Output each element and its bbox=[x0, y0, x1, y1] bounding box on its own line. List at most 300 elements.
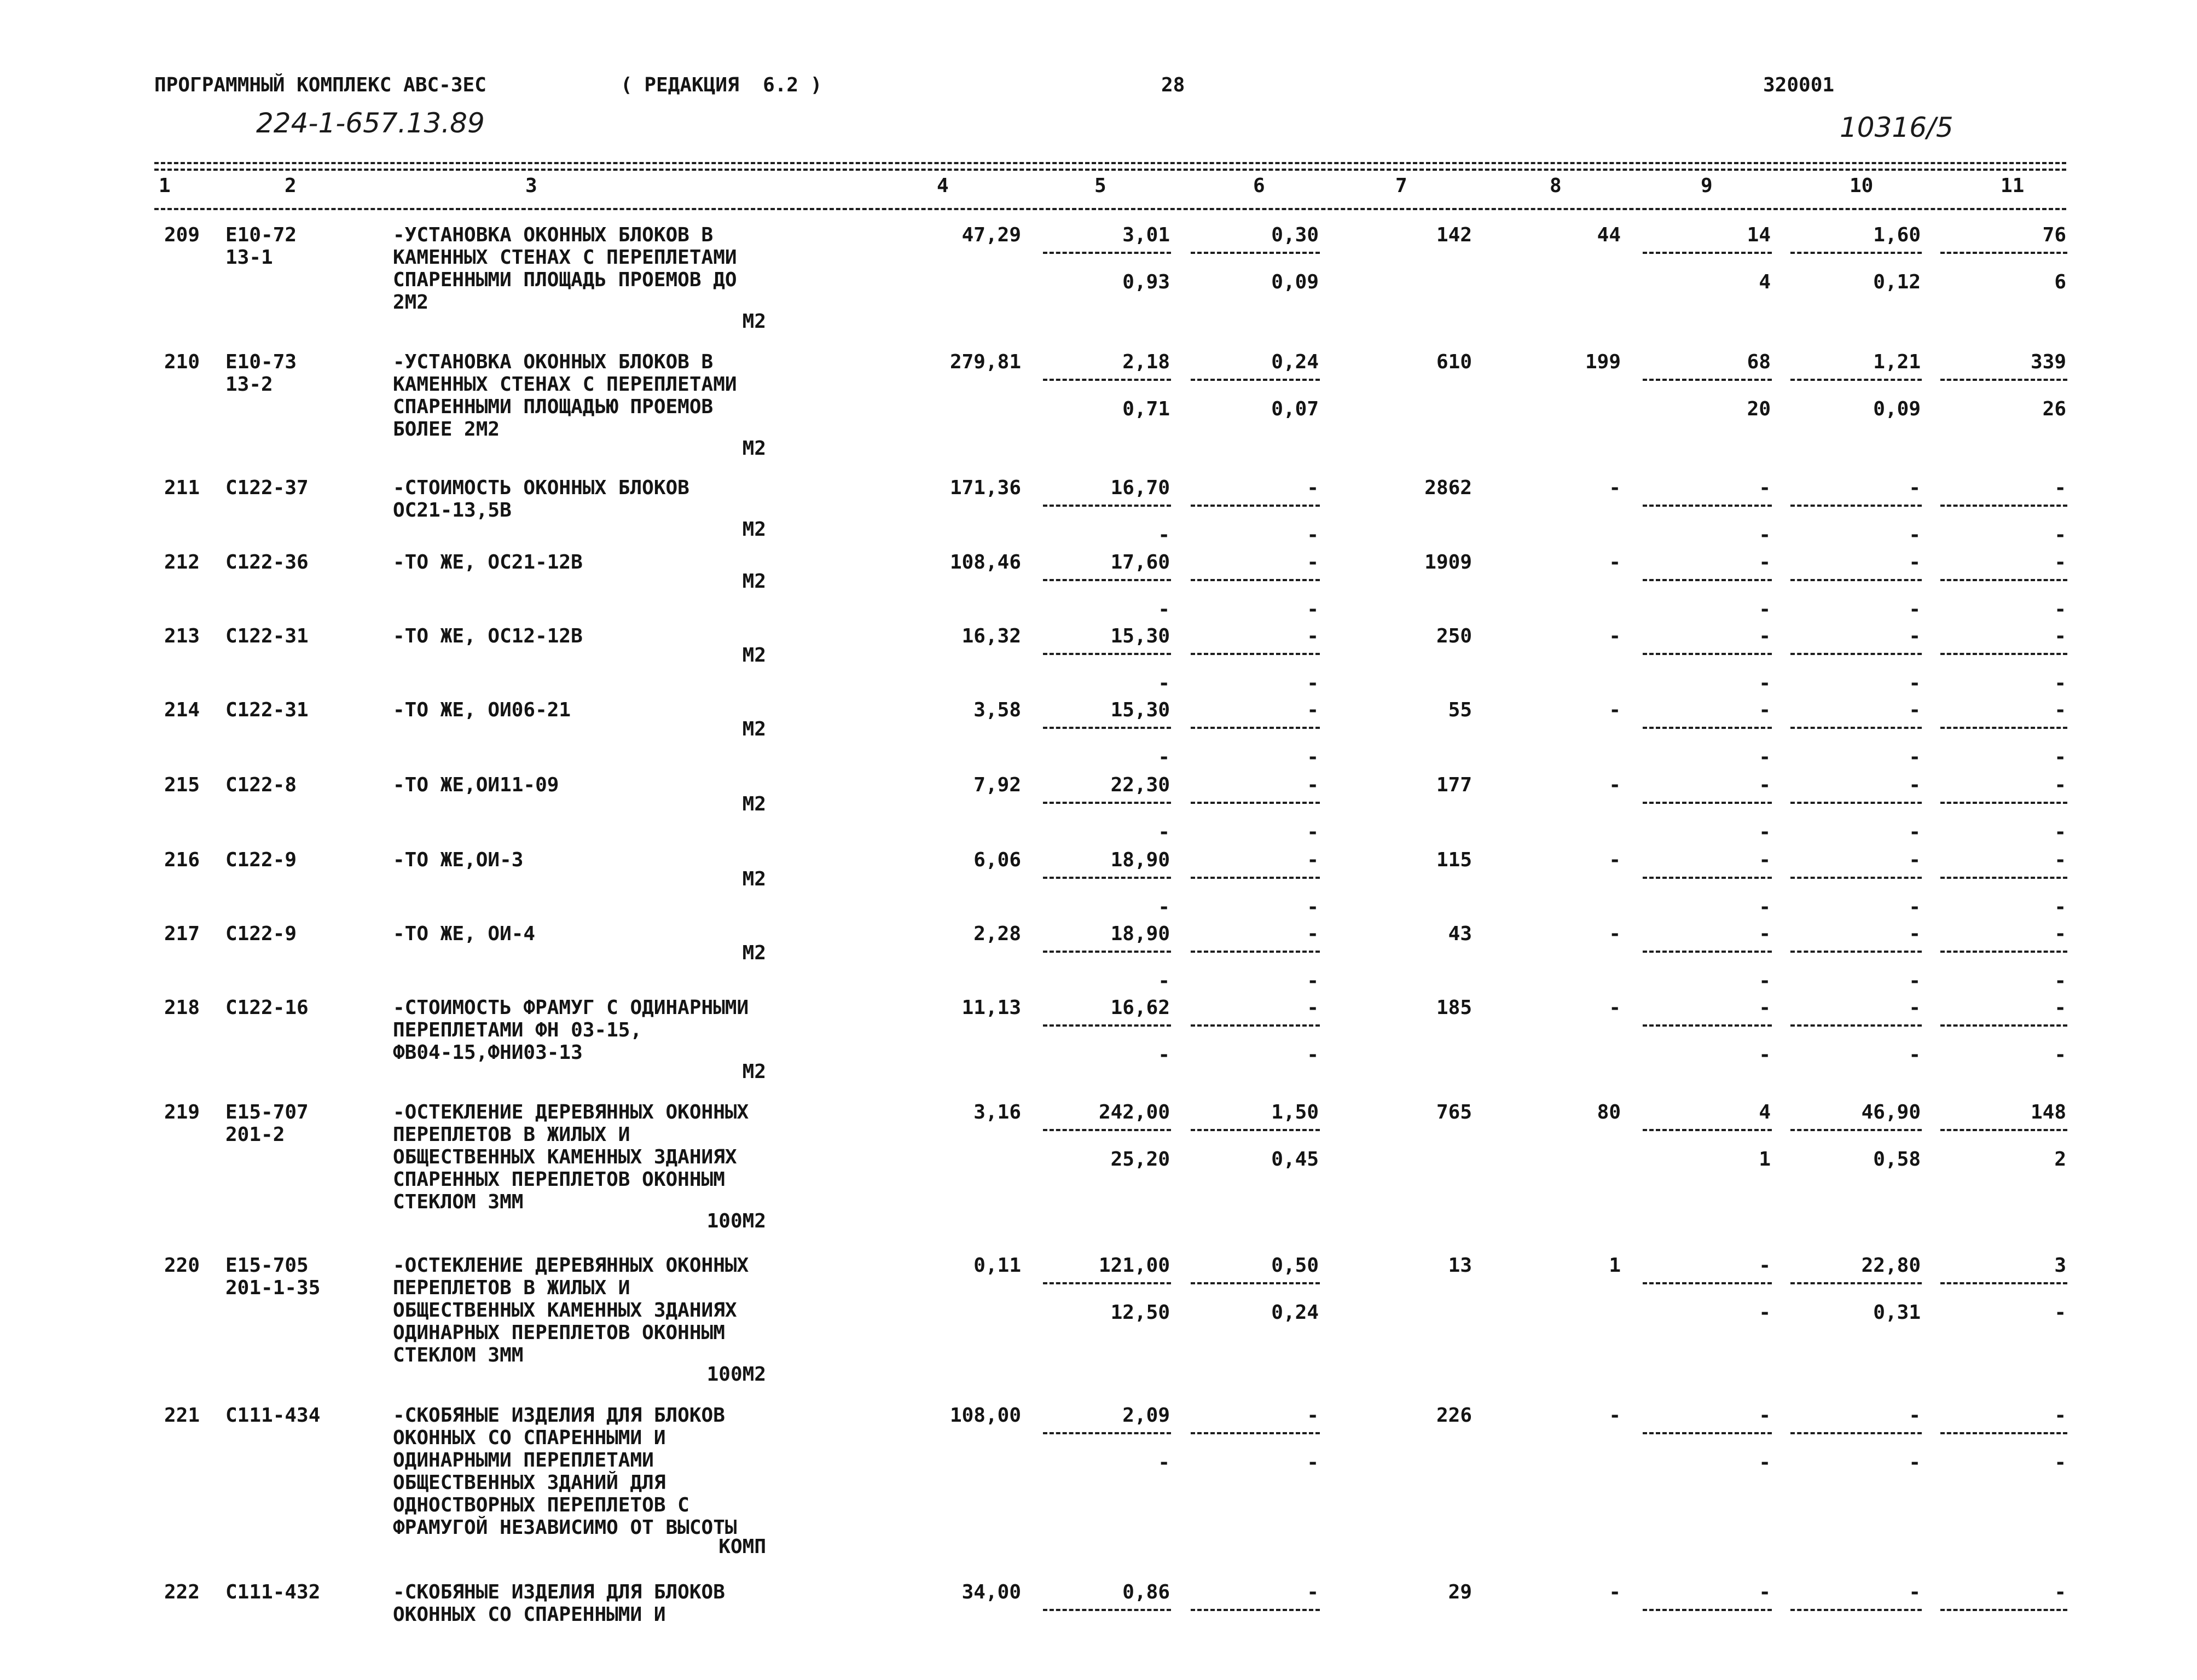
value-c10: - bbox=[1909, 923, 1921, 945]
value-c5: 16,70 bbox=[1110, 477, 1170, 499]
value-separator bbox=[1191, 379, 1320, 381]
value-separator bbox=[1043, 653, 1171, 655]
value-separator bbox=[1940, 727, 2067, 729]
work-code: Е10-73 bbox=[225, 351, 297, 373]
value-c8: - bbox=[1609, 1404, 1621, 1427]
value-c10-second: - bbox=[1909, 1451, 1921, 1474]
value-separator bbox=[1790, 579, 1922, 581]
value-c4: 7,92 bbox=[973, 774, 1021, 796]
value-separator bbox=[1643, 951, 1772, 953]
unit-label: М2 bbox=[742, 868, 766, 890]
value-c10-second: 0,09 bbox=[1873, 398, 1921, 420]
value-c5: 16,62 bbox=[1110, 997, 1170, 1019]
column-header-4: 4 bbox=[937, 175, 949, 197]
value-c8: - bbox=[1609, 551, 1621, 573]
value-c9-second: - bbox=[1759, 598, 1771, 621]
column-header-8: 8 bbox=[1550, 175, 1562, 197]
value-separator bbox=[1643, 1609, 1772, 1611]
value-c11-second: 6 bbox=[2054, 271, 2066, 293]
value-separator bbox=[1940, 252, 2067, 254]
value-c6-second: - bbox=[1307, 1451, 1319, 1474]
value-c5: 121,00 bbox=[1098, 1254, 1170, 1277]
unit-label: М2 bbox=[742, 518, 766, 541]
value-c10-second: - bbox=[1909, 524, 1921, 546]
value-c9-second: - bbox=[1759, 524, 1771, 546]
work-code: Е10-72 bbox=[225, 224, 297, 246]
value-c10: - bbox=[1909, 551, 1921, 573]
value-c10: 22,80 bbox=[1861, 1254, 1921, 1277]
unit-label: М2 bbox=[742, 793, 766, 815]
value-c11: 76 bbox=[2042, 224, 2066, 246]
column-header-2: 2 bbox=[285, 175, 297, 197]
value-c10: 1,60 bbox=[1873, 224, 1921, 246]
handwritten-sheet-number: 10316/5 bbox=[1840, 112, 1953, 143]
row-number: 214 bbox=[164, 699, 200, 721]
value-c6-second: 0,24 bbox=[1271, 1301, 1319, 1324]
work-description: ПЕРЕПЛЕТОВ В ЖИЛЫХ И bbox=[393, 1123, 630, 1146]
value-c6-second: 0,45 bbox=[1271, 1148, 1319, 1171]
value-c11: - bbox=[2054, 551, 2066, 573]
value-c8: 1 bbox=[1609, 1254, 1621, 1277]
value-c5-second: - bbox=[1158, 746, 1170, 768]
value-separator bbox=[1191, 802, 1320, 804]
value-c6: 1,50 bbox=[1271, 1101, 1319, 1123]
value-c4: 16,32 bbox=[961, 625, 1021, 647]
value-c5: 22,30 bbox=[1110, 774, 1170, 796]
value-c6: - bbox=[1307, 774, 1319, 796]
value-c11-second: - bbox=[2054, 598, 2066, 621]
value-separator bbox=[1940, 1024, 2067, 1027]
value-c5-second: 0,71 bbox=[1122, 398, 1170, 420]
work-code: С122-9 bbox=[225, 923, 297, 945]
work-description: -ТО ЖЕ, ОИ-4 bbox=[393, 923, 536, 945]
value-c10: - bbox=[1909, 1581, 1921, 1603]
value-c9-second: - bbox=[1759, 970, 1771, 992]
value-c5: 2,18 bbox=[1122, 351, 1170, 373]
value-c7: 2862 bbox=[1424, 477, 1472, 499]
value-c4: 171,36 bbox=[949, 477, 1021, 499]
value-c5: 0,86 bbox=[1122, 1581, 1170, 1603]
value-separator bbox=[1790, 727, 1922, 729]
value-separator bbox=[1643, 579, 1772, 581]
value-c8: 44 bbox=[1597, 224, 1621, 246]
value-c11-second: - bbox=[2054, 524, 2066, 546]
value-separator bbox=[1643, 877, 1772, 879]
value-c8: - bbox=[1609, 625, 1621, 647]
row-number: 218 bbox=[164, 997, 200, 1019]
work-code: С122-9 bbox=[225, 849, 297, 871]
value-c10-second: - bbox=[1909, 598, 1921, 621]
value-c5-second: - bbox=[1158, 970, 1170, 992]
work-code: С122-37 bbox=[225, 477, 309, 499]
edition-label: ( РЕДАКЦИЯ 6.2 ) bbox=[621, 74, 822, 96]
value-c8: 80 bbox=[1597, 1101, 1621, 1123]
work-description: -ТО ЖЕ, ОИ06-21 bbox=[393, 699, 571, 721]
work-description: ПЕРЕПЛЕТАМИ ФН 03-15, bbox=[393, 1019, 642, 1041]
value-separator bbox=[1191, 579, 1320, 581]
value-c7: 250 bbox=[1436, 625, 1472, 647]
value-c10: - bbox=[1909, 997, 1921, 1019]
row-number: 213 bbox=[164, 625, 200, 647]
value-c9-second: - bbox=[1759, 672, 1771, 694]
value-c11: - bbox=[2054, 997, 2066, 1019]
value-c4: 47,29 bbox=[961, 224, 1021, 246]
row-number: 216 bbox=[164, 849, 200, 871]
value-c9: - bbox=[1759, 551, 1771, 573]
work-description: -ОСТЕКЛЕНИЕ ДЕРЕВЯННЫХ ОКОННЫХ bbox=[393, 1254, 749, 1277]
work-description: 2М2 bbox=[393, 291, 429, 314]
value-separator bbox=[1043, 1024, 1171, 1027]
value-separator bbox=[1043, 802, 1171, 804]
value-c6-second: - bbox=[1307, 746, 1319, 768]
value-separator bbox=[1643, 1129, 1772, 1131]
value-c6: - bbox=[1307, 923, 1319, 945]
value-c6-second: - bbox=[1307, 896, 1319, 918]
value-separator bbox=[1790, 1432, 1922, 1434]
value-separator bbox=[1940, 1432, 2067, 1434]
column-header-6: 6 bbox=[1253, 175, 1265, 197]
value-c9-second: - bbox=[1759, 1301, 1771, 1324]
unit-label: М2 bbox=[742, 644, 766, 667]
unit-label: М2 bbox=[742, 1061, 766, 1083]
value-c10-second: - bbox=[1909, 821, 1921, 843]
value-separator bbox=[1940, 505, 2067, 507]
unit-label: КОМП bbox=[718, 1536, 766, 1558]
work-description: -СТОИМОСТЬ ФРАМУГ С ОДИНАРНЫМИ bbox=[393, 997, 749, 1019]
work-description: ОБЩЕСТВЕННЫХ ЗДАНИЙ ДЛЯ bbox=[393, 1472, 666, 1494]
value-separator bbox=[1191, 1282, 1320, 1284]
value-c8: - bbox=[1609, 997, 1621, 1019]
value-separator bbox=[1940, 653, 2067, 655]
value-c7: 226 bbox=[1436, 1404, 1472, 1427]
value-separator bbox=[1940, 951, 2067, 953]
value-separator bbox=[1043, 379, 1171, 381]
value-separator bbox=[1191, 951, 1320, 953]
value-c8: - bbox=[1609, 1581, 1621, 1603]
work-description: СТЕКЛОМ 3ММ bbox=[393, 1191, 524, 1213]
value-separator bbox=[1043, 951, 1171, 953]
value-separator bbox=[1643, 1432, 1772, 1434]
value-c10-second: - bbox=[1909, 970, 1921, 992]
work-description: -ТО ЖЕ, ОС12-12В bbox=[393, 625, 583, 647]
value-c5: 18,90 bbox=[1110, 849, 1170, 871]
value-c11: - bbox=[2054, 923, 2066, 945]
value-c4: 3,16 bbox=[973, 1101, 1021, 1123]
work-code: 13-1 bbox=[225, 246, 273, 269]
value-c6-second: 0,09 bbox=[1271, 271, 1319, 293]
value-separator bbox=[1191, 1432, 1320, 1434]
value-c5: 3,01 bbox=[1122, 224, 1170, 246]
value-c5-second: - bbox=[1158, 524, 1170, 546]
value-separator bbox=[1043, 1432, 1171, 1434]
row-number: 217 bbox=[164, 923, 200, 945]
value-c5: 18,90 bbox=[1110, 923, 1170, 945]
value-c10: 1,21 bbox=[1873, 351, 1921, 373]
value-c11-second: - bbox=[2054, 1044, 2066, 1066]
value-c5: 15,30 bbox=[1110, 625, 1170, 647]
value-separator bbox=[1191, 1609, 1320, 1611]
work-description: КАМЕННЫХ СТЕНАХ С ПЕРЕПЛЕТАМИ bbox=[393, 246, 737, 269]
value-c6-second: - bbox=[1307, 970, 1319, 992]
value-c6: 0,24 bbox=[1271, 351, 1319, 373]
column-header-10: 10 bbox=[1850, 175, 1874, 197]
value-separator bbox=[1643, 727, 1772, 729]
work-description: -ТО ЖЕ, ОС21-12В bbox=[393, 551, 583, 573]
row-number: 209 bbox=[164, 224, 200, 246]
value-c9: - bbox=[1759, 1254, 1771, 1277]
value-c6: - bbox=[1307, 625, 1319, 647]
value-c10: - bbox=[1909, 477, 1921, 499]
value-separator bbox=[1790, 1609, 1922, 1611]
value-c6: 0,30 bbox=[1271, 224, 1319, 246]
value-c9-second: - bbox=[1759, 1044, 1771, 1066]
value-c9: - bbox=[1759, 477, 1771, 499]
value-c5-second: 0,93 bbox=[1122, 271, 1170, 293]
value-c11-second: - bbox=[2054, 896, 2066, 918]
work-description: СПАРЕННЫХ ПЕРЕПЛЕТОВ ОКОННЫМ bbox=[393, 1168, 725, 1191]
value-c6-second: - bbox=[1307, 1044, 1319, 1066]
value-c6: - bbox=[1307, 551, 1319, 573]
column-header-1: 1 bbox=[159, 175, 171, 197]
work-description: БОЛЕЕ 2М2 bbox=[393, 418, 500, 441]
column-header-3: 3 bbox=[525, 175, 537, 197]
value-c9: - bbox=[1759, 774, 1771, 796]
work-code: С122-36 bbox=[225, 551, 309, 573]
value-c6-second: - bbox=[1307, 524, 1319, 546]
value-c8: - bbox=[1609, 699, 1621, 721]
handwritten-project-number: 224-1-657.13.89 bbox=[256, 107, 485, 139]
value-c11: 339 bbox=[2030, 351, 2066, 373]
work-description: ПЕРЕПЛЕТОВ В ЖИЛЫХ И bbox=[393, 1277, 630, 1299]
value-c9-second: - bbox=[1759, 1451, 1771, 1474]
value-c11-second: - bbox=[2054, 746, 2066, 768]
value-c9-second: 1 bbox=[1759, 1148, 1771, 1171]
work-description: КАМЕННЫХ СТЕНАХ С ПЕРЕПЛЕТАМИ bbox=[393, 373, 737, 396]
value-c9-second: - bbox=[1759, 896, 1771, 918]
value-separator bbox=[1643, 1024, 1772, 1027]
value-separator bbox=[1191, 1024, 1320, 1027]
value-separator bbox=[1191, 252, 1320, 254]
value-c4: 6,06 bbox=[973, 849, 1021, 871]
value-c5-second: 25,20 bbox=[1110, 1148, 1170, 1171]
value-separator bbox=[1790, 505, 1922, 507]
value-c6-second: - bbox=[1307, 672, 1319, 694]
value-c11-second: - bbox=[2054, 970, 2066, 992]
value-c5: 2,09 bbox=[1122, 1404, 1170, 1427]
value-c11-second: - bbox=[2054, 672, 2066, 694]
work-description: -СКОБЯНЫЕ ИЗДЕЛИЯ ДЛЯ БЛОКОВ bbox=[393, 1581, 725, 1603]
value-separator bbox=[1191, 877, 1320, 879]
value-c9-second: - bbox=[1759, 746, 1771, 768]
work-description: ОДИНАРНЫХ ПЕРЕПЛЕТОВ ОКОННЫМ bbox=[393, 1322, 725, 1344]
value-c10: - bbox=[1909, 849, 1921, 871]
document-code: 320001 bbox=[1763, 74, 1835, 96]
value-c9: 68 bbox=[1747, 351, 1771, 373]
work-description: -ТО ЖЕ,ОИ11-09 bbox=[393, 774, 559, 796]
value-c9: 14 bbox=[1747, 224, 1771, 246]
value-separator bbox=[1790, 379, 1922, 381]
unit-label: 100М2 bbox=[706, 1363, 766, 1386]
value-c11: - bbox=[2054, 625, 2066, 647]
value-c11: - bbox=[2054, 1404, 2066, 1427]
value-c11: - bbox=[2054, 1581, 2066, 1603]
value-separator bbox=[1643, 802, 1772, 804]
value-separator bbox=[1043, 1129, 1171, 1131]
unit-label: 100М2 bbox=[706, 1210, 766, 1232]
value-c4: 34,00 bbox=[961, 1581, 1021, 1603]
value-c8: 199 bbox=[1585, 351, 1621, 373]
work-description: ОКОННЫХ СО СПАРЕННЫМИ И bbox=[393, 1603, 666, 1626]
value-c5: 17,60 bbox=[1110, 551, 1170, 573]
value-separator bbox=[1790, 653, 1922, 655]
value-separator bbox=[1043, 252, 1171, 254]
value-separator bbox=[1643, 1282, 1772, 1284]
work-code: С111-432 bbox=[225, 1581, 321, 1603]
value-c6: 0,50 bbox=[1271, 1254, 1319, 1277]
row-number: 210 bbox=[164, 351, 200, 373]
value-separator bbox=[1043, 505, 1171, 507]
row-number: 221 bbox=[164, 1404, 200, 1427]
value-c7: 115 bbox=[1436, 849, 1472, 871]
value-c7: 43 bbox=[1448, 923, 1472, 945]
value-c10-second: - bbox=[1909, 1044, 1921, 1066]
work-description: ОБЩЕСТВЕННЫХ КАМЕННЫХ ЗДАНИЯХ bbox=[393, 1299, 737, 1322]
value-c11: 148 bbox=[2030, 1101, 2066, 1123]
value-c11: - bbox=[2054, 477, 2066, 499]
value-separator bbox=[1940, 1282, 2067, 1284]
value-separator bbox=[1790, 252, 1922, 254]
value-c4: 3,58 bbox=[973, 699, 1021, 721]
value-c11-second: - bbox=[2054, 1301, 2066, 1324]
value-c11-second: 26 bbox=[2042, 398, 2066, 420]
value-c8: - bbox=[1609, 849, 1621, 871]
value-separator bbox=[1043, 579, 1171, 581]
work-code: С122-31 bbox=[225, 625, 309, 647]
unit-label: М2 bbox=[742, 570, 766, 593]
value-c5-second: - bbox=[1158, 1451, 1170, 1474]
work-description: ОДИНАРНЫМИ ПЕРЕПЛЕТАМИ bbox=[393, 1449, 654, 1472]
value-c5-second: - bbox=[1158, 896, 1170, 918]
value-c10: - bbox=[1909, 699, 1921, 721]
value-c8: - bbox=[1609, 477, 1621, 499]
value-c5: 15,30 bbox=[1110, 699, 1170, 721]
value-c6-second: - bbox=[1307, 821, 1319, 843]
value-separator bbox=[1191, 653, 1320, 655]
value-c11-second: 2 bbox=[2054, 1148, 2066, 1171]
value-separator bbox=[1790, 1129, 1922, 1131]
unit-label: М2 bbox=[742, 310, 766, 333]
value-c7: 610 bbox=[1436, 351, 1472, 373]
value-separator bbox=[1940, 1609, 2067, 1611]
value-c10: - bbox=[1909, 625, 1921, 647]
work-description: -ОСТЕКЛЕНИЕ ДЕРЕВЯННЫХ ОКОННЫХ bbox=[393, 1101, 749, 1123]
work-description: СПАРЕННЫМИ ПЛОЩАДЬ ПРОЕМОВ ДО bbox=[393, 269, 737, 291]
value-c10-second: - bbox=[1909, 746, 1921, 768]
value-c6: - bbox=[1307, 1581, 1319, 1603]
value-c10-second: - bbox=[1909, 896, 1921, 918]
value-separator bbox=[1940, 379, 2067, 381]
row-number: 211 bbox=[164, 477, 200, 499]
value-c10: 46,90 bbox=[1861, 1101, 1921, 1123]
value-separator bbox=[1940, 877, 2067, 879]
value-separator bbox=[1191, 505, 1320, 507]
unit-label: М2 bbox=[742, 437, 766, 460]
value-separator bbox=[1643, 379, 1772, 381]
value-separator bbox=[1643, 505, 1772, 507]
value-c11-second: - bbox=[2054, 1451, 2066, 1474]
work-description: -СТОИМОСТЬ ОКОННЫХ БЛОКОВ bbox=[393, 477, 689, 499]
value-c11: 3 bbox=[2054, 1254, 2066, 1277]
value-c6-second: 0,07 bbox=[1271, 398, 1319, 420]
value-separator bbox=[1643, 653, 1772, 655]
work-code: С122-8 bbox=[225, 774, 297, 796]
value-c7: 142 bbox=[1436, 224, 1472, 246]
value-c7: 55 bbox=[1448, 699, 1472, 721]
value-c4: 2,28 bbox=[973, 923, 1021, 945]
value-c5-second: - bbox=[1158, 598, 1170, 621]
value-c11: - bbox=[2054, 849, 2066, 871]
value-separator bbox=[1940, 1129, 2067, 1131]
value-c11-second: - bbox=[2054, 821, 2066, 843]
unit-label: М2 bbox=[742, 942, 766, 964]
value-c5-second: - bbox=[1158, 821, 1170, 843]
value-c4: 0,11 bbox=[973, 1254, 1021, 1277]
value-c8: - bbox=[1609, 774, 1621, 796]
value-c6: - bbox=[1307, 477, 1319, 499]
row-number: 215 bbox=[164, 774, 200, 796]
work-description: ОДНОСТВОРНЫХ ПЕРЕПЛЕТОВ С bbox=[393, 1494, 689, 1516]
value-separator bbox=[1043, 727, 1171, 729]
value-c9-second: - bbox=[1759, 821, 1771, 843]
page-number: 28 bbox=[1161, 74, 1185, 96]
value-separator bbox=[1790, 951, 1922, 953]
value-c7: 185 bbox=[1436, 997, 1472, 1019]
value-c7: 29 bbox=[1448, 1581, 1472, 1603]
value-c6-second: - bbox=[1307, 598, 1319, 621]
value-c5-second: - bbox=[1158, 672, 1170, 694]
value-c9-second: 4 bbox=[1759, 271, 1771, 293]
value-c9: - bbox=[1759, 997, 1771, 1019]
column-header-7: 7 bbox=[1395, 175, 1407, 197]
value-c10: - bbox=[1909, 1404, 1921, 1427]
work-description: ФРАМУГОЙ НЕЗАВИСИМО ОТ ВЫСОТЫ bbox=[393, 1516, 737, 1539]
value-c8: - bbox=[1609, 923, 1621, 945]
value-c11: - bbox=[2054, 699, 2066, 721]
work-description: -СКОБЯНЫЕ ИЗДЕЛИЯ ДЛЯ БЛОКОВ bbox=[393, 1404, 725, 1427]
value-c6: - bbox=[1307, 997, 1319, 1019]
unit-label: М2 bbox=[742, 718, 766, 740]
value-c10-second: 0,12 bbox=[1873, 271, 1921, 293]
value-c9: - bbox=[1759, 625, 1771, 647]
work-description: -УСТАНОВКА ОКОННЫХ БЛОКОВ В bbox=[393, 224, 714, 246]
work-code: 201-2 bbox=[225, 1123, 285, 1146]
value-c5: 242,00 bbox=[1098, 1101, 1170, 1123]
value-c9: 4 bbox=[1759, 1101, 1771, 1123]
value-c7: 177 bbox=[1436, 774, 1472, 796]
work-description: ОБЩЕСТВЕННЫХ КАМЕННЫХ ЗДАНИЯХ bbox=[393, 1146, 737, 1168]
row-number: 220 bbox=[164, 1254, 200, 1277]
work-description: -УСТАНОВКА ОКОННЫХ БЛОКОВ В bbox=[393, 351, 714, 373]
work-description: ОКОННЫХ СО СПАРЕННЫМИ И bbox=[393, 1427, 666, 1449]
work-code: 201-1-35 bbox=[225, 1277, 321, 1299]
value-c11: - bbox=[2054, 774, 2066, 796]
value-separator bbox=[1191, 727, 1320, 729]
value-c4: 108,00 bbox=[949, 1404, 1021, 1427]
value-c6: - bbox=[1307, 699, 1319, 721]
work-description: ФВ04-15,ФНИ03-13 bbox=[393, 1041, 583, 1064]
value-c5-second: 12,50 bbox=[1110, 1301, 1170, 1324]
value-c7: 13 bbox=[1448, 1254, 1472, 1277]
